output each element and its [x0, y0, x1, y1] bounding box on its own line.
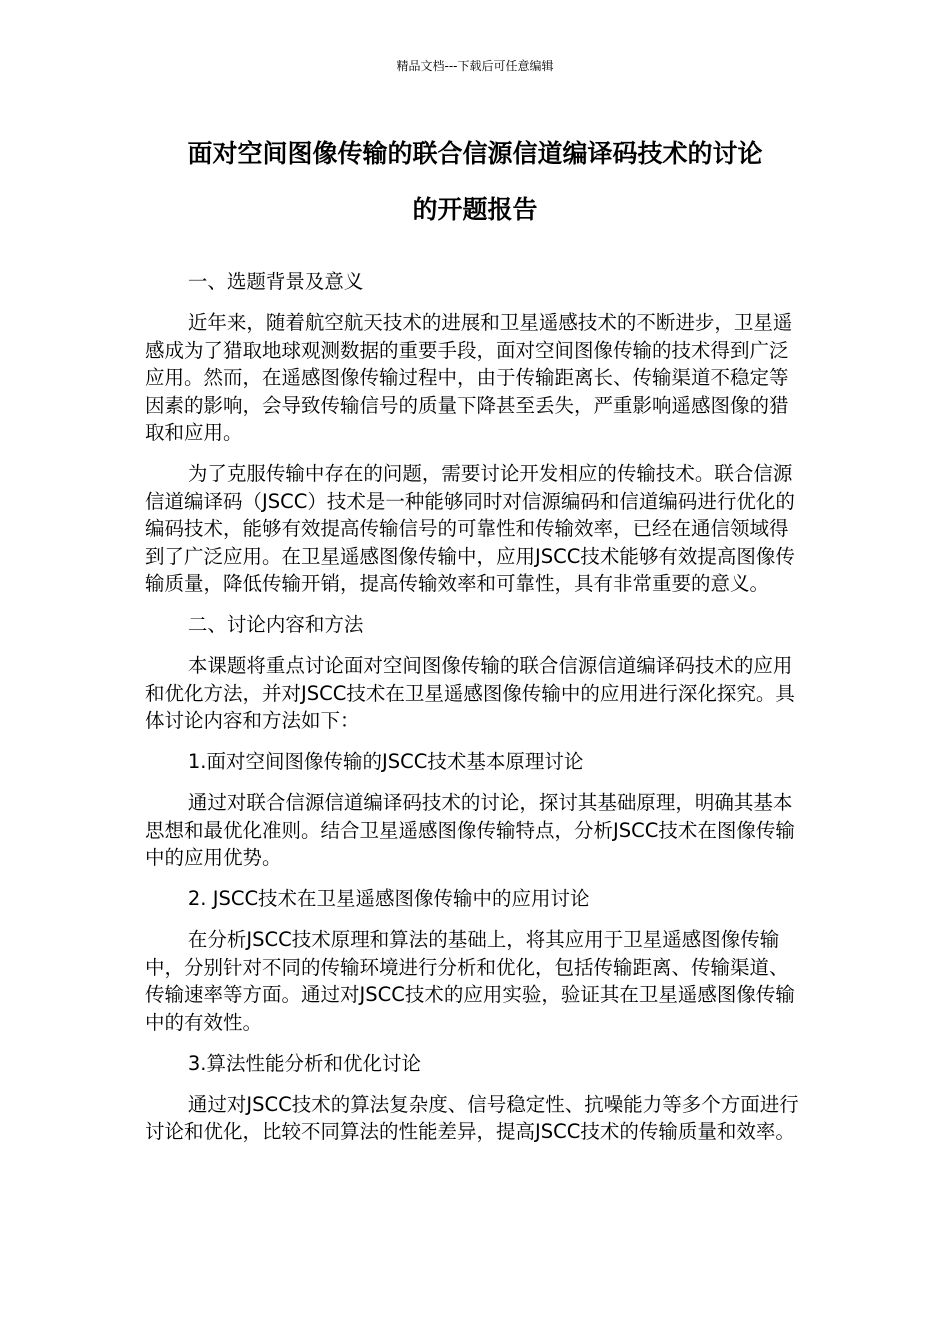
subsection-heading-3: 3.算法性能分析和优化讨论	[187, 1051, 421, 1075]
document-title-line-1: 面对空间图像传输的联合信源信道编译码技术的讨论	[187, 139, 763, 168]
body-paragraph: 为了克服传输中存在的问题，需要讨论开发相应的传输技术。联合信源信道编译码（JSCC）技术是一种能够同时对信源编码和信道编码进行优化的编码技术，能够有效提高传输信号的可靠性和传输效率，已经在通信领域得到了广泛应用。在卫星遥感图像传输中，应用JSCC技术能够有效提高图像传输质量，降低传输开销，提高传输效率和可靠性，具有非常重要的意义。	[145, 462, 795, 595]
document-title-line-2: 的开题报告	[412, 195, 538, 224]
page-header: 精品文档---下载后可任意编辑	[396, 59, 554, 73]
section-heading-methods: 二、讨论内容和方法	[187, 613, 364, 636]
subsection-heading-1: 1.面对空间图像传输的JSCC技术基本原理讨论	[187, 750, 584, 773]
section-heading-background: 一、选题背景及意义	[187, 270, 364, 293]
document-body	[145, 268, 807, 1159]
body-paragraph: 近年来，随着航空航天技术的进展和卫星遥感技术的不断进步，卫星遥感成为了猎取地球观测数据的重要手段，面对空间图像传输的技术得到广泛应用。然而，在遥感图像传输过程中，由于传输距离长、传输渠道不稳定等因素的影响，会导致传输信号的质量下降甚至丢失，严重影响遥感图像的猎取和应用。	[145, 311, 793, 444]
body-paragraph: 通过对联合信源信道编译码技术的讨论，探讨其基础原理，明确其基本思想和最优化准则。结合卫星遥感图像传输特点，分析JSCC技术在图像传输中的应用优势。	[145, 791, 795, 869]
body-paragraph: 在分析JSCC技术原理和算法的基础上，将其应用于卫星遥感图像传输中，分别针对不同的传输环境进行分析和优化，包括传输距离、传输渠道、传输速率等方面。通过对JSCC技术的应用实验，验证其在卫星遥感图像传输中的有效性。	[145, 928, 795, 1034]
subsection-heading-2: 2. JSCC技术在卫星遥感图像传输中的应用讨论	[187, 887, 590, 910]
body-paragraph: 通过对JSCC技术的算法复杂度、信号稳定性、抗噪能力等多个方面进行讨论和优化，比较不同算法的性能差异，提高JSCC技术的传输质量和效率。	[145, 1092, 799, 1143]
body-paragraph: 本课题将重点讨论面对空间图像传输的联合信源信道编译码技术的应用和优化方法，并对JSCC技术在卫星遥感图像传输中的应用进行深化探究。具体讨论内容和方法如下：	[145, 654, 795, 732]
